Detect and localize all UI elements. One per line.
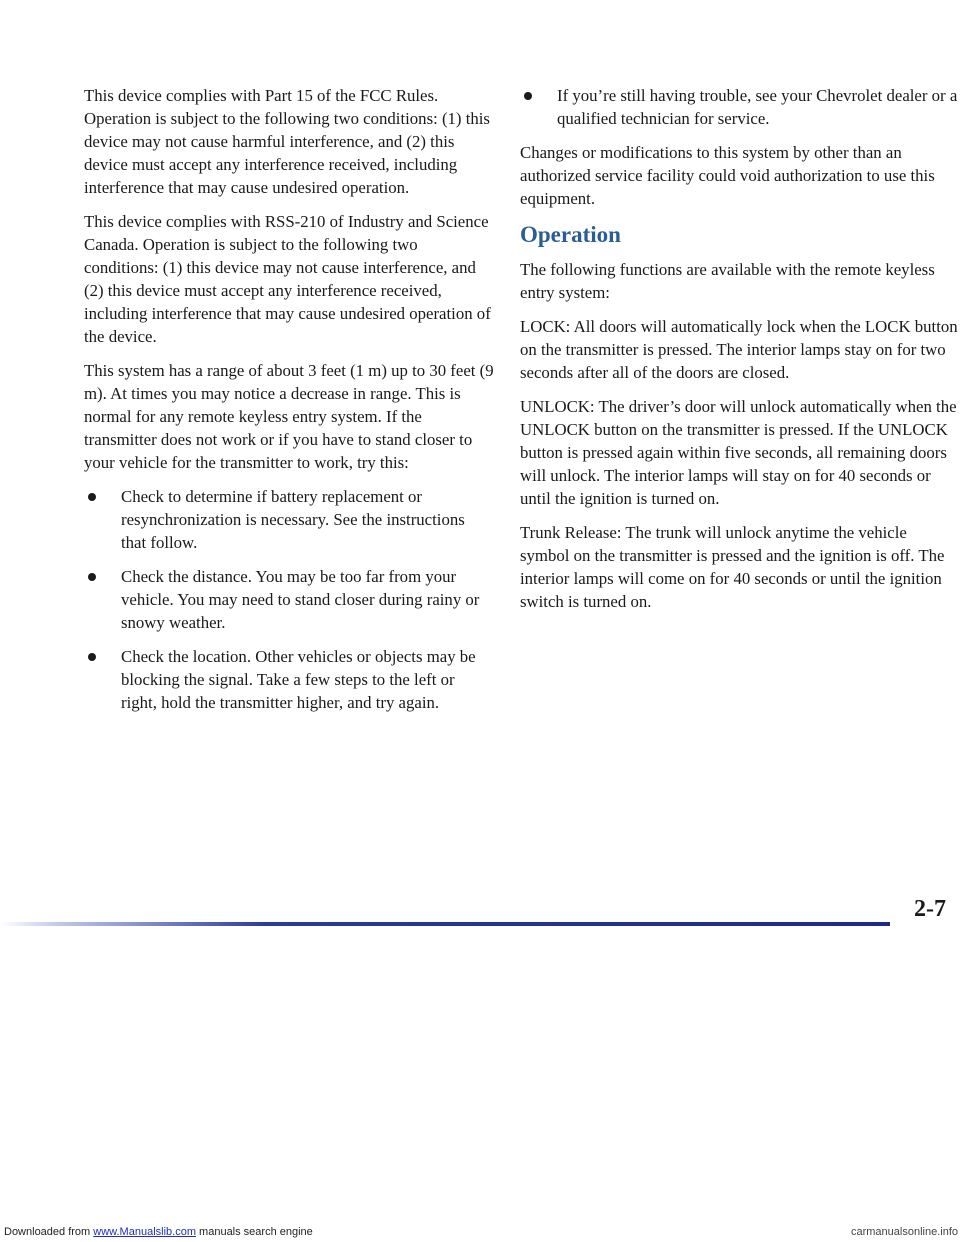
section-heading: Operation	[520, 222, 621, 247]
page-number: 2-7	[914, 896, 946, 922]
range-paragraph: This system has a range of about 3 feet (1 m) up to 30 feet (9 m). At times you may notice a decrease in range. This is normal for any remote keyless entry system. If the transmitter does not work or if you have to stand closer to your vehicle for the transmitter to work, try this:	[84, 361, 494, 472]
bullet-icon	[88, 573, 96, 581]
list-item	[84, 565, 494, 634]
list-item-text: If you’re still having trouble, see your Chevrolet dealer or a qualified technician for service.	[557, 86, 958, 128]
troubleshooting-list	[84, 485, 494, 714]
bullet-icon	[524, 92, 532, 100]
functions-intro-paragraph: The following functions are available with the remote keyless entry system:	[520, 260, 935, 302]
list-item-text: Check the distance. You may be too far from your vehicle. You may need to stand closer during rainy or snowy weather.	[121, 567, 480, 632]
footer-suffix: manuals search engine	[199, 1226, 313, 1238]
modifications-paragraph: Changes or modifications to this system by other than an authorized service facility could void authorization to use this equipment.	[520, 143, 935, 208]
unlock-paragraph: UNLOCK: The driver’s door will unlock automatically when the UNLOCK button on the transmitter is pressed. If the UNLOCK button is pressed again within five seconds, all remaining doors will unlock. The interior lamps will stay on for 40 seconds or until the ignition is turned on.	[520, 397, 957, 508]
page-rule-line	[0, 922, 890, 926]
page-rule	[0, 922, 960, 928]
trunk-release-paragraph: Trunk Release: The trunk will unlock anytime the vehicle symbol on the transmitter is pressed and the ignition is off. The interior lamps will come on for 40 seconds or until the ignition switch is turned on.	[520, 523, 945, 611]
bullet-icon	[88, 653, 96, 661]
list-item	[84, 645, 494, 714]
left-column	[84, 84, 494, 725]
service-list	[520, 84, 960, 130]
rss-paragraph: This device complies with RSS-210 of Industry and Science Canada. Operation is subject to the following two conditions: (1) this device may not cause interference, and (2) this device must accept any interference received, including interference that may cause undesired operation of the device.	[84, 212, 491, 346]
bullet-icon	[88, 493, 96, 501]
list-item	[84, 485, 494, 554]
manualslib-link[interactable]: www.Manualslib.com	[93, 1226, 196, 1238]
download-footer	[4, 1226, 313, 1239]
list-item	[520, 84, 960, 130]
list-item-text: Check the location. Other vehicles or objects may be blocking the signal. Take a few steps to the left or right, hold the transmitter higher, and try again.	[121, 647, 476, 712]
right-column	[520, 84, 960, 624]
fcc-paragraph: This device complies with Part 15 of the FCC Rules. Operation is subject to the following two conditions: (1) this device may not cause harmful interference, and (2) this device must accept any interference received, including interference that may cause undesired operation.	[84, 86, 490, 197]
lock-paragraph: LOCK: All doors will automatically lock when the LOCK button on the transmitter is pressed. The interior lamps stay on for two seconds after all of the doors are closed.	[520, 317, 958, 382]
list-item-text: Check to determine if battery replacement or resynchronization is necessary. See the instructions that follow.	[121, 487, 465, 552]
footer-prefix: Downloaded from	[4, 1226, 91, 1238]
watermark-text: carmanualsonline.info	[850, 1226, 958, 1238]
